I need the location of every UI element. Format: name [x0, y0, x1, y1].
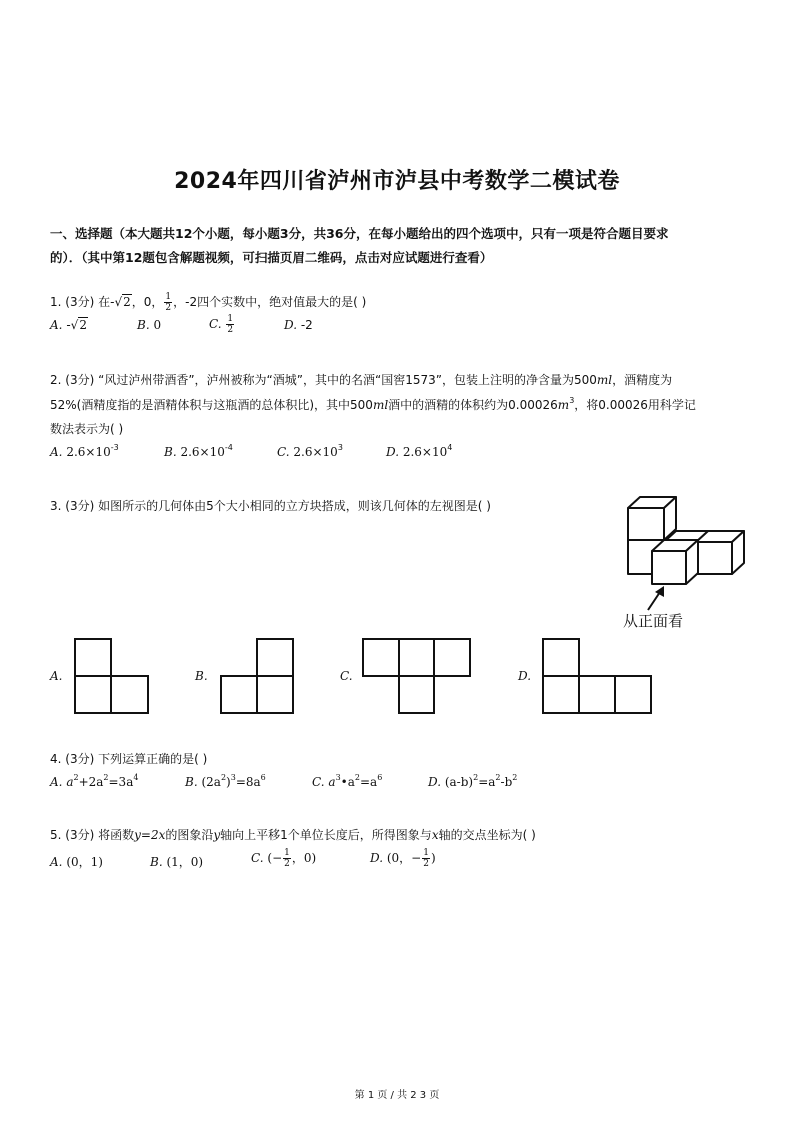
option-expression: $(2a^2)^3=8a^6$ — [201, 773, 266, 789]
exponent: 3 — [569, 396, 575, 405]
option-text: 2.6×10 — [180, 445, 225, 459]
option-letter: D. — [428, 775, 442, 789]
question-3-option-d[interactable] — [518, 669, 531, 683]
radicand: 2 — [79, 318, 87, 332]
sqrt-expression: √2 — [70, 318, 87, 332]
stem-text: 下列运算正确的是( ) — [98, 752, 208, 766]
option-letter: D. — [518, 669, 532, 683]
question-score: (3分) — [65, 828, 95, 842]
question-2-option-a[interactable] — [50, 445, 119, 459]
exponent: -4 — [224, 443, 233, 452]
question-number: 5. — [50, 828, 62, 842]
question-3-stem — [50, 497, 491, 514]
question-5-option-c[interactable] — [251, 848, 316, 869]
question-2-stem-line2 — [50, 396, 696, 413]
option-letter: A. — [50, 855, 63, 869]
stem-text: 如图所示的几何体由5个大小相同的立方块搭成，则该几何体的左视图是( ) — [98, 499, 491, 513]
question-2-option-b[interactable] — [164, 445, 233, 459]
question-number: 3. — [50, 499, 62, 513]
question-4-option-d[interactable] — [428, 775, 517, 789]
option-text: -2 — [300, 318, 313, 332]
question-4-option-a[interactable] — [50, 775, 138, 789]
option-letter: A. — [50, 775, 63, 789]
denominator: 2 — [227, 325, 234, 335]
stem-text: “风过泸州带酒香”，泸州被称为“酒城”，其中的名酒“国窖1573”，包装上注明的净含量为500 — [98, 373, 597, 387]
question-4-option-c[interactable] — [312, 775, 382, 789]
option-b-view-drawing — [220, 638, 296, 714]
question-3-option-c[interactable] — [340, 669, 353, 683]
radicand: 2 — [123, 295, 131, 309]
axis-variable: x — [431, 828, 439, 842]
option-letter: B. — [164, 445, 177, 459]
option-text: (1，0) — [166, 855, 204, 869]
exponent: 3 — [337, 443, 343, 452]
fraction — [226, 314, 234, 335]
question-5-option-b[interactable] — [150, 853, 203, 870]
question-4-stem — [50, 750, 207, 767]
question-2-stem-line3: 数法表示为( ) — [50, 422, 124, 436]
option-a-view-drawing — [74, 638, 150, 714]
option-expression: $a^3•a^2=a^6$ — [328, 773, 383, 789]
option-text: (0，1) — [66, 855, 103, 869]
option-letter: D. — [386, 445, 400, 459]
fraction — [164, 292, 172, 313]
question-3-option-b[interactable] — [195, 669, 208, 683]
question-4-option-b[interactable] — [185, 775, 266, 789]
denominator: 2 — [284, 859, 290, 869]
stem-text: 酒中的酒精的体积约为0.00026 — [388, 398, 558, 412]
question-5-option-d[interactable] — [370, 848, 436, 869]
cube-figure — [620, 490, 750, 590]
question-1-option-d[interactable] — [284, 318, 313, 332]
question-score: (3分) — [65, 499, 95, 513]
option-letter: D. — [284, 318, 298, 332]
option-text: (0，− — [386, 851, 422, 865]
view-direction-label: 从正面看 — [623, 612, 684, 630]
option-text: - — [66, 318, 71, 332]
numerator: 1 — [227, 314, 234, 324]
question-3-option-a[interactable] — [50, 669, 62, 683]
function-expression: y=2x — [134, 828, 166, 842]
stem-text: 将函数 — [98, 828, 135, 842]
question-2-stem-line1 — [50, 371, 672, 388]
denominator: 2 — [423, 859, 429, 869]
option-letter: C. — [251, 851, 264, 865]
stem-text: 52%(酒精度指的是酒精体积与这瓶酒的总体积比)，其中500 — [50, 398, 373, 412]
section-header-line1: 一、选择题（本大题共12个小题，每小题3分，共36分，在每小题给出的四个选项中，只有一项是符合题目要求 — [50, 226, 669, 241]
unit: ml — [372, 398, 389, 412]
stem-text: ，将0.00026用科学记 — [574, 398, 696, 412]
exponent: -3 — [110, 443, 119, 452]
question-1-option-b[interactable] — [137, 318, 161, 332]
option-text: ，0) — [291, 851, 317, 865]
numerator: 1 — [284, 848, 290, 858]
stem-text: 的图象沿 — [165, 828, 214, 842]
sqrt-expression: √2 — [114, 295, 131, 309]
stem-text: 轴向上平移1个单位长度后，所得图象与 — [220, 828, 432, 842]
option-d-view-drawing — [542, 638, 654, 714]
stem-text: ，-2四个实数中，绝对值最大的是( ) — [173, 295, 367, 309]
question-score: (3分) — [65, 295, 95, 309]
question-5-option-a[interactable] — [50, 853, 103, 870]
option-letter: A. — [50, 669, 63, 683]
option-text: ) — [430, 851, 436, 865]
option-letter: B. — [185, 775, 198, 789]
numerator: 1 — [165, 292, 172, 302]
question-score: (3分) — [65, 373, 95, 387]
option-expression: $a^2+2a^2=3a^4$ — [66, 773, 139, 789]
question-5-stem — [50, 826, 536, 843]
stem-text: ，0， — [131, 295, 164, 309]
option-letter: C. — [312, 775, 325, 789]
option-letter: C. — [277, 445, 290, 459]
fraction — [422, 848, 430, 869]
option-text: 0 — [153, 318, 162, 332]
numerator: 1 — [423, 848, 429, 858]
section-header-line2: 的）．（其中第12题包含解题视频，可扫描页眉二维码，点击对应试题进行查看） — [50, 250, 493, 265]
stem-text: ，酒精度为 — [612, 373, 673, 387]
stem-text: 在- — [98, 295, 115, 309]
option-text: (− — [267, 851, 283, 865]
question-1-option-a[interactable] — [50, 318, 88, 332]
option-text: 2.6×10 — [66, 445, 111, 459]
option-letter: C. — [340, 669, 353, 683]
option-c-view-drawing — [362, 638, 472, 714]
question-1-stem — [50, 292, 366, 313]
question-number: 2. — [50, 373, 62, 387]
exponent: 4 — [447, 443, 453, 452]
option-text: 2.6×10 — [402, 445, 448, 459]
page-title: 2024年四川省泸州市泸县中考数学二模试卷 — [174, 169, 620, 194]
option-text: 2.6×10 — [293, 445, 338, 459]
question-score: (3分) — [65, 752, 95, 766]
denominator: 2 — [165, 303, 172, 313]
fraction — [283, 848, 291, 869]
axis-variable: y — [213, 828, 221, 842]
option-letter: C. — [209, 317, 222, 331]
option-letter: A. — [50, 445, 63, 459]
unit: m — [557, 398, 570, 412]
option-letter: A. — [50, 318, 63, 332]
stem-text: 轴的交点坐标为( ) — [438, 828, 536, 842]
question-number: 1. — [50, 295, 62, 309]
question-number: 4. — [50, 752, 62, 766]
question-1-option-c[interactable] — [209, 314, 235, 335]
option-letter: B. — [150, 855, 163, 869]
option-expression: $(a-b)^2=a^2-b^2$ — [444, 773, 518, 789]
page-footer: 第 1 页 / 共 2 3 页 — [354, 1090, 440, 1101]
option-letter: B. — [137, 318, 150, 332]
question-2-option-c[interactable] — [277, 445, 343, 459]
option-letter: B. — [195, 669, 208, 683]
question-2-option-d[interactable] — [386, 445, 452, 459]
option-letter: D. — [370, 851, 384, 865]
unit: ml — [596, 373, 613, 387]
